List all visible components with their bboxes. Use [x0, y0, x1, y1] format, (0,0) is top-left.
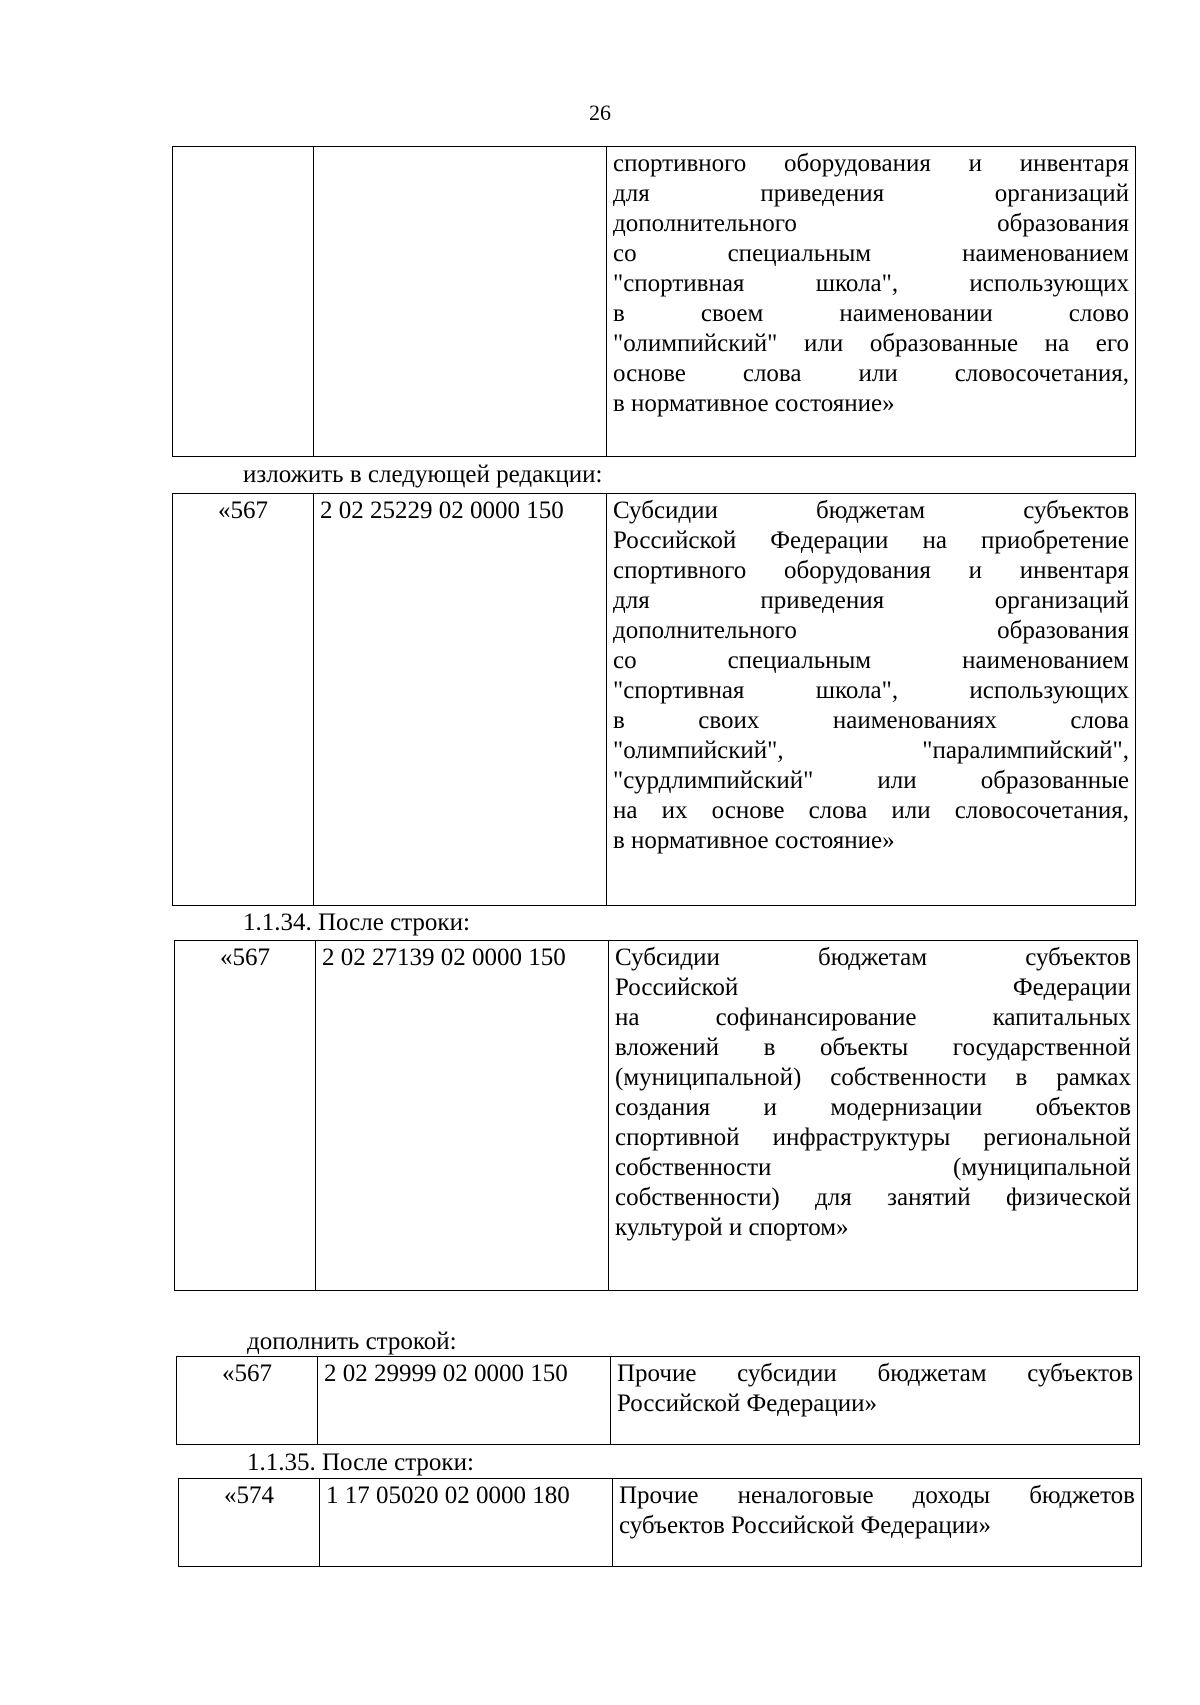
description-line: на их основе слова или словосочетания,	[613, 797, 1129, 824]
description-line: в своих наименованиях слова	[613, 707, 1129, 734]
table-row	[173, 147, 1136, 457]
description-cell	[609, 941, 1138, 1291]
description-line: культурой и спортом»	[615, 1214, 849, 1241]
instruction-add-row: дополнить строкой:	[247, 1328, 457, 1355]
description-line: дополнительного образования	[613, 210, 1129, 237]
page-number: 26	[589, 100, 611, 125]
description-line: для приведения организаций	[613, 180, 1129, 207]
budget-table-added-row	[176, 1356, 1140, 1445]
budget-code-cell: «567	[177, 1357, 318, 1445]
description-line: Прочие субсидии бюджетам субъектов	[617, 1360, 1133, 1387]
description-line: вложений в объекты государственной	[615, 1034, 1131, 1061]
description-line: собственности) для занятий физической	[615, 1184, 1131, 1211]
budget-code-cell	[173, 147, 314, 457]
section-1-1-35-label: 1.1.35. После строки:	[247, 1449, 474, 1476]
description-cell	[607, 494, 1136, 906]
table-row	[179, 1479, 1142, 1567]
instruction-restate: изложить в следующей редакции:	[243, 461, 603, 488]
description-line: Российской Федерации	[615, 974, 1131, 1001]
table-row	[173, 494, 1136, 906]
description-line: спортивного оборудования и инвентаря	[613, 150, 1129, 177]
description-line: Субсидии бюджетам субъектов	[615, 944, 1131, 971]
description-line: "олимпийский" или образованные на его	[613, 330, 1129, 357]
budget-table-after-34	[174, 940, 1138, 1291]
description-line: Прочие неналоговые доходы бюджетов	[619, 1482, 1135, 1509]
kbk-cell	[314, 147, 607, 457]
description-line: спортивной инфраструктуры региональной	[615, 1124, 1131, 1151]
budget-table-continuation	[172, 146, 1136, 457]
budget-code-cell: «567	[175, 941, 316, 1291]
description-line: основе слова или словосочетания,	[613, 360, 1129, 387]
description-line: (муниципальной) собственности в рамках	[615, 1064, 1131, 1091]
table-row	[177, 1357, 1140, 1445]
budget-code-cell: «567	[173, 494, 314, 906]
description-line: "спортивная школа", использующих	[613, 270, 1129, 297]
table-row	[175, 941, 1138, 1291]
description-line: на софинансирование капитальных	[615, 1004, 1131, 1031]
description-line: в своем наименовании слово	[613, 300, 1129, 327]
description-line: "сурдлимпийский" или образованные	[613, 767, 1129, 794]
description-line: со специальным наименованием	[613, 647, 1129, 674]
description-line: Субсидии бюджетам субъектов	[613, 497, 1129, 524]
description-line: собственности (муниципальной	[615, 1154, 1131, 1181]
description-line: для приведения организаций	[613, 587, 1129, 614]
description-line: Российской Федерации»	[617, 1390, 878, 1417]
kbk-cell: 2 02 27139 02 0000 150	[316, 941, 609, 1291]
kbk-cell: 2 02 25229 02 0000 150	[314, 494, 607, 906]
description-line: создания и модернизации объектов	[615, 1094, 1131, 1121]
kbk-cell: 1 17 05020 02 0000 180	[320, 1479, 613, 1567]
description-line: субъектов Российской Федерации»	[619, 1512, 992, 1539]
description-line: дополнительного образования	[613, 617, 1129, 644]
description-line: со специальным наименованием	[613, 240, 1129, 267]
description-cell	[607, 147, 1136, 457]
budget-code-cell: «574	[179, 1479, 320, 1567]
description-line: Российской Федерации на приобретение	[613, 527, 1129, 554]
section-1-1-34-label: 1.1.34. После строки:	[243, 909, 470, 936]
kbk-cell: 2 02 29999 02 0000 150	[318, 1357, 611, 1445]
description-line: "спортивная школа", использующих	[613, 677, 1129, 704]
description-cell	[613, 1479, 1142, 1567]
description-cell	[611, 1357, 1140, 1445]
description-line: в нормативное состояние»	[613, 390, 895, 417]
budget-table-new-edition	[172, 493, 1136, 906]
description-line: спортивного оборудования и инвентаря	[613, 557, 1129, 584]
description-line: в нормативное состояние»	[613, 827, 895, 854]
description-line: "олимпийский", "паралимпийский",	[613, 737, 1129, 764]
budget-table-after-35	[178, 1478, 1142, 1567]
